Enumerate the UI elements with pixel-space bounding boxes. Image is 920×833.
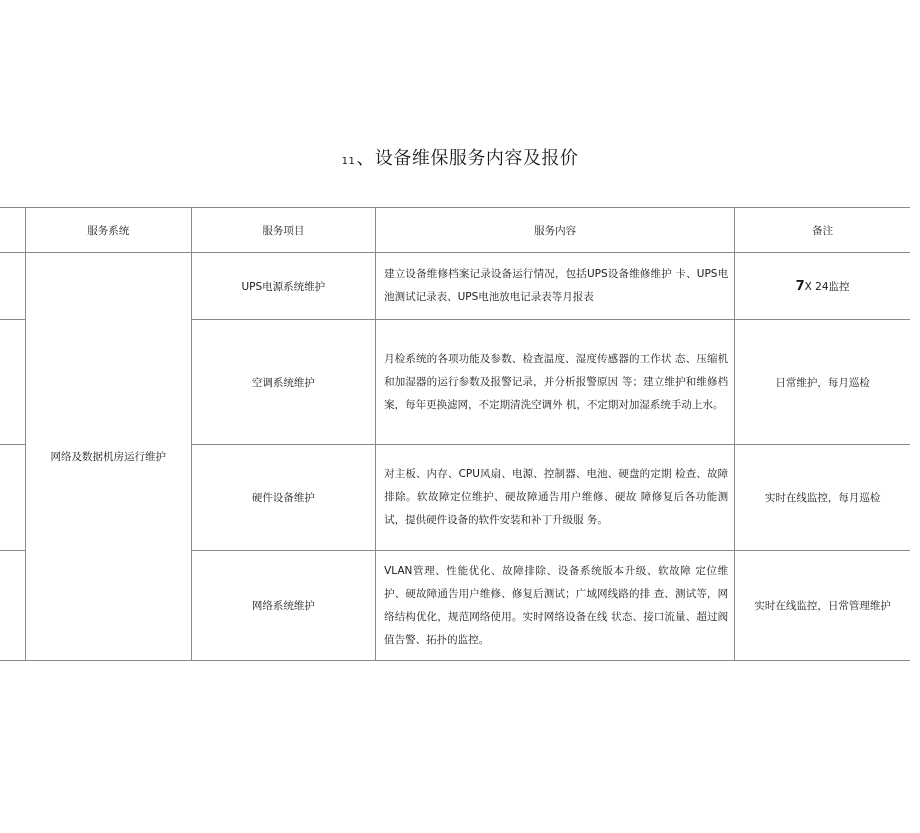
system-cell: 网络及数据机房运行维护 — [25, 253, 191, 661]
header-item: 服务项目 — [191, 208, 375, 253]
item-cell: 网络系统维护 — [191, 551, 375, 661]
content-cell: 月检系统的各项功能及参数、检查温度、湿度传感器的工作状 态、压缩机和加湿器的运行参数及报警记录，并分析报警原因 等；建立维护和维修档案，每年更换滤网，不定期清洗空调外 机，不定期对加湿系统手动上水。 — [376, 320, 735, 445]
header-remark: 备注 — [735, 208, 910, 253]
remark-cell — [735, 253, 910, 320]
index-cell — [0, 551, 25, 661]
title-number: 11 — [341, 156, 356, 167]
remark-prefix: 7 — [795, 278, 805, 294]
remark-cell: 实时在线监控，日常管理维护 — [735, 551, 910, 661]
item-cell: UPS电源系统维护 — [191, 253, 375, 320]
index-cell — [0, 253, 25, 320]
table-header-row — [0, 208, 910, 253]
service-table — [0, 207, 910, 661]
header-index-cell — [0, 208, 25, 253]
content-cell: 对主板、内存、CPU风扇、电源、控制器、电池、硬盘的定期 检查、故障排除。软故障定位维护、硬故障通告用户维修、硬故 障修复后各功能测试，提供硬件设备的软件安装和补丁升级服 务。 — [376, 445, 735, 551]
index-cell — [0, 320, 25, 445]
index-cell — [0, 445, 25, 551]
table-row — [0, 253, 910, 320]
page-title — [0, 144, 920, 170]
remark-cell: 日常维护，每月巡检 — [735, 320, 910, 445]
remark-cell: 实时在线监控，每月巡检 — [735, 445, 910, 551]
header-system: 服务系统 — [25, 208, 191, 253]
title-text: 设备维保服务内容及报价 — [374, 148, 579, 169]
content-cell: 建立设备维修档案记录设备运行情况，包括UPS设备维修维护 卡、UPS电池测试记录表、UPS电池放电记录表等月报表 — [376, 253, 735, 320]
content-cell: VLAN管理、性能优化、故障排除、设备系统版本升级、软故障 定位维护、硬故障通告用户维修、修复后测试；广域网线路的排 查、测试等，网络结构优化，规范网络使用。实时网络设备在线 状态、接口流量、超过阀值告警、拓扑的监控。 — [376, 551, 735, 661]
title-separator: 、 — [356, 148, 375, 169]
item-cell: 硬件设备维护 — [191, 445, 375, 551]
header-content: 服务内容 — [376, 208, 735, 253]
item-cell: 空调系统维护 — [191, 320, 375, 445]
remark-rest: X 24监控 — [804, 280, 850, 293]
